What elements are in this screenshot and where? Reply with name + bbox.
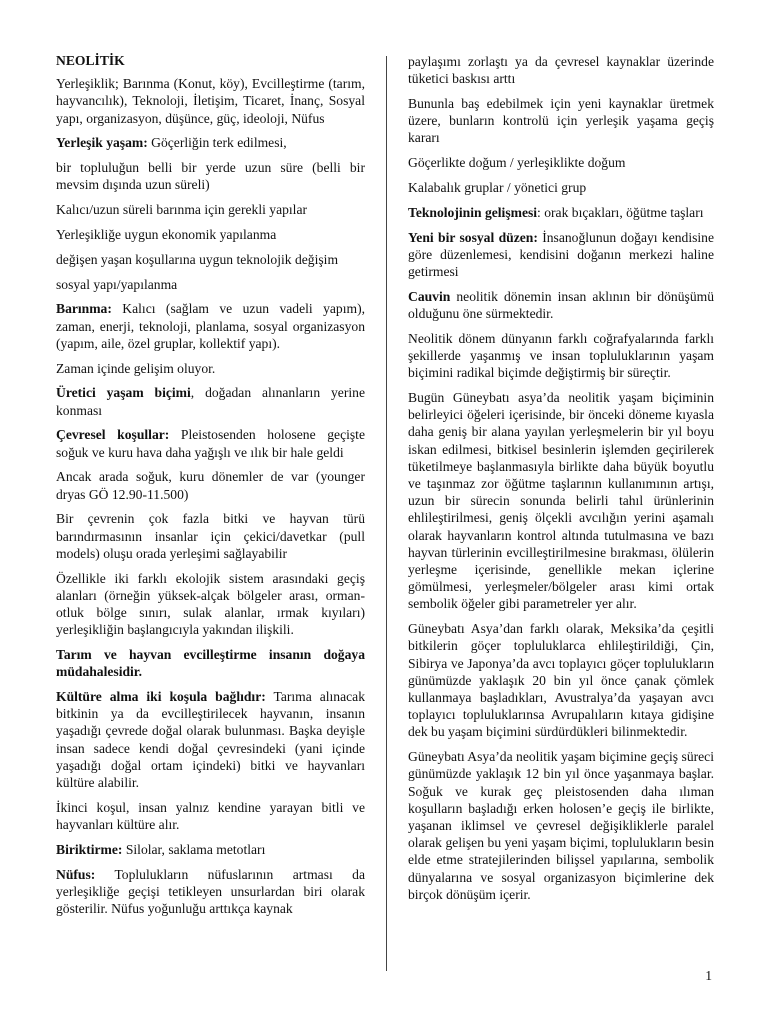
paragraph: paylaşımı zorlaştı ya da çevresel kaynaklar üzerinde tüketici baskısı arttı (408, 54, 714, 87)
paragraph: Kalıcı/uzun süreli barınma için gerekli yapılar (56, 202, 308, 218)
right-column (408, 53, 714, 911)
column-divider (386, 56, 387, 971)
paragraph: değişen yaşan koşullarına uygun teknolojik değişim (56, 251, 339, 267)
term-label: Yerleşik yaşam: (56, 135, 148, 151)
paragraph: Güneybatı Asya’dan farklı olarak, Meksika’da çeşitli bitkilerin göçer topluluklarca ehlileştirildiği, Çin, Sibirya ve Japonya’da avcı toplayıcı göçer toplulukların günümüzde yaklaşık 20 bin yıl önce çanak çömlek kullanmaya başladıkları, Avustralya’da yaşayan avcı toplayıcı topluluklarınsa Avrupalıların kıtaya gidişine dek bu yaşam biçimini sürdürdükleri bilinmektedir. (408, 621, 714, 740)
paragraph: Neolitik dönem dünyanın farklı coğrafyalarında farklı şekillerde yaşanmış ve insan topluluklarının yaşam biçimini radikal biçimde değiştirmiş bir süreçtir. (408, 330, 714, 381)
paragraph: Göçerlikte doğum / yerleşiklikte doğum (408, 155, 626, 171)
paragraph: Bununla baş edebilmek için yeni kaynaklar üretmek üzere, bunların kontrolü için yerleşik yaşama geçiş kararı (408, 96, 714, 146)
term-label: Teknolojinin gelişmesi (408, 204, 538, 220)
paragraph: bir topluluğun belli bir yerde uzun süre (belli bir mevsim dışında uzun süreli) (56, 160, 365, 193)
section-title: NEOLİTİK (56, 53, 125, 68)
paragraph: Yerleşik yaşam: Göçerliğin terk edilmesi, (56, 135, 287, 151)
paragraph: Barınma: Kalıcı (sağlam ve uzun vadeli yapım), zaman, enerji, teknoloji, planlama, sosyal organizasyon (yapım, aile, özel gruplar, kollektif yapı). (56, 301, 365, 351)
paragraph: Cauvin neolitik dönemin insan aklının bir dönüşümü olduğunu öne sürmektedir. (408, 288, 714, 321)
paragraph: sosyal yapı/yapılanma (56, 276, 178, 292)
paragraph: Nüfus: Toplulukların nüfuslarının artması da yerleşikliğe geçişi tetikleyen unsurlardan biri olarak gösterilir. Nüfus yoğunluğu arttıkça kaynak (56, 866, 365, 917)
paragraph: Zaman içinde gelişim oluyor. (56, 360, 216, 376)
term-label: Çevresel koşullar: (56, 427, 170, 443)
term-label: Kültüre alma iki koşula bağlıdır: (56, 689, 266, 704)
paragraph: Ancak arada soğuk, kuru dönemler de var (younger dryas GÖ 12.90-11.500) (56, 469, 365, 502)
left-column (56, 52, 365, 925)
paragraph: Çevresel koşullar: Pleistosenden holosene geçişte soğuk ve kuru hava daha yağışlı ve ılık bir hale geldi (56, 427, 365, 460)
paragraph: İkinci koşul, insan yalnız kendine yarayan bitli ve hayvanları kültüre alır. (56, 799, 365, 833)
paragraph: Biriktirme: Silolar, saklama metotları (56, 841, 266, 857)
paragraph: Güneybatı Asya’da neolitik yaşam biçimine geçiş süreci günümüzde yaklaşık 12 bin yıl önce yaşanmaya başlar. Soğuk ve kurak geç pleistosenden daha ılıman koşulların başladığı erken holosen’e geçiş ile birlikte, yaşanan iklimsel ve çevresel değişikliklerle paralel olarak gelişen bu yeni yaşam biçimi, toplulukların besin elde etme stratejilerinden bilişsel yapılarına, sembolik dünyalarına ve sosyal organizasyon biçimlerine dek birçok dönüşüm içerir. (408, 749, 714, 902)
paragraph: Kalabalık gruplar / yönetici grup (408, 180, 587, 195)
term-label: Nüfus: (56, 866, 96, 882)
term-label: Üretici yaşam biçimi (56, 385, 191, 401)
page-number: 1 (705, 968, 712, 983)
term-label: Cauvin (408, 288, 451, 304)
paragraph: Yerleşiklik; Barınma (Konut, köy), Evcilleştirme (tarım, hayvancılık), Teknoloji, İletişim, Ticaret, İnanç, Sosyal yapı, organizasyon, düşünce, güç, ideoloji, Nüfus (56, 76, 365, 126)
paragraph: Yerleşikliğe uygun ekonomik yapılanma (56, 227, 277, 242)
paragraph: Bir çevrenin çok fazla bitki ve hayvan türü barındırmasının insanlar için çekici/davetkar (pull models) oluşu orada yerleşimi sağlayabilir (56, 511, 365, 561)
paragraph: Teknolojinin gelişmesi: orak bıçakları, öğütme taşları (408, 204, 704, 220)
term-label: Biriktirme: (56, 841, 123, 857)
term-label: Barınma: (56, 301, 112, 317)
paragraph: Bugün Güneybatı asya’da neolitik yaşam biçiminin belirleyici öğeleri içerisinde, bir önceki döneme kıyasla daha geniş bir alana yayılan yerleşmelerin bir yıl boyu iskan edilmesi, bitkisel besinlerin işlemden geçirilerek tüketilmeye başlanmasıyla birlikte daha büyük boyutlu ve taşınmaz zor öğütme taşlarının kullanımının artışı, uzun bir sürecin sonunda belirli tahıl ürünlerinin ehlileştirilmesi, geniş ölçekli avcılığın yerini aşamalı olarak hayvanların kontrol altında tutulmasına ve bazı hayvan türlerinin evcilleştirilmesine bırakması, ölülerin yerleşme içerisinde, genellikle mekan içlerine gömülmesi, yerleşmeler/bölgeler arası kimi ortak sembolik öğeler gibi parametreler yer alır. (408, 390, 714, 612)
paragraph: Kültüre alma iki koşula bağlıdır: Tarıma alınacak bitkinin ya da evcilleştirilecek hayvanın, insanın yaşadığı çevrede doğal olarak bulunması. Başka deyişle insan sadece kendi doğal çevresindeki (yani içinde yaşadığı doğal ortam içindeki) bitki ve hayvanları kültüre alabilir. (56, 689, 365, 791)
paragraph: Özellikle iki farklı ekolojik sistem arasındaki geçiş alanları (örneğin yüksek-alçak bölgeler arası, orman-otluk bölge sınırı, sulak alanlar, ırmak kıyıları) yerleşikliğin başlangıcıyla yakından ilişkili. (56, 570, 365, 638)
paragraph: Yeni bir sosyal düzen: İnsanoğlunun doğayı kendisine göre düzenlemesi, kendisini doğanın merkezi haline getirmesi (408, 229, 714, 279)
paragraph: Üretici yaşam biçimi, doğadan alınanların yerine konması (56, 385, 365, 418)
paragraph (56, 646, 365, 680)
term-label: Yeni bir sosyal düzen: (408, 229, 538, 245)
term-label: Tarım ve hayvan evcilleştirme insanın doğaya müdahalesidir. (56, 647, 365, 680)
